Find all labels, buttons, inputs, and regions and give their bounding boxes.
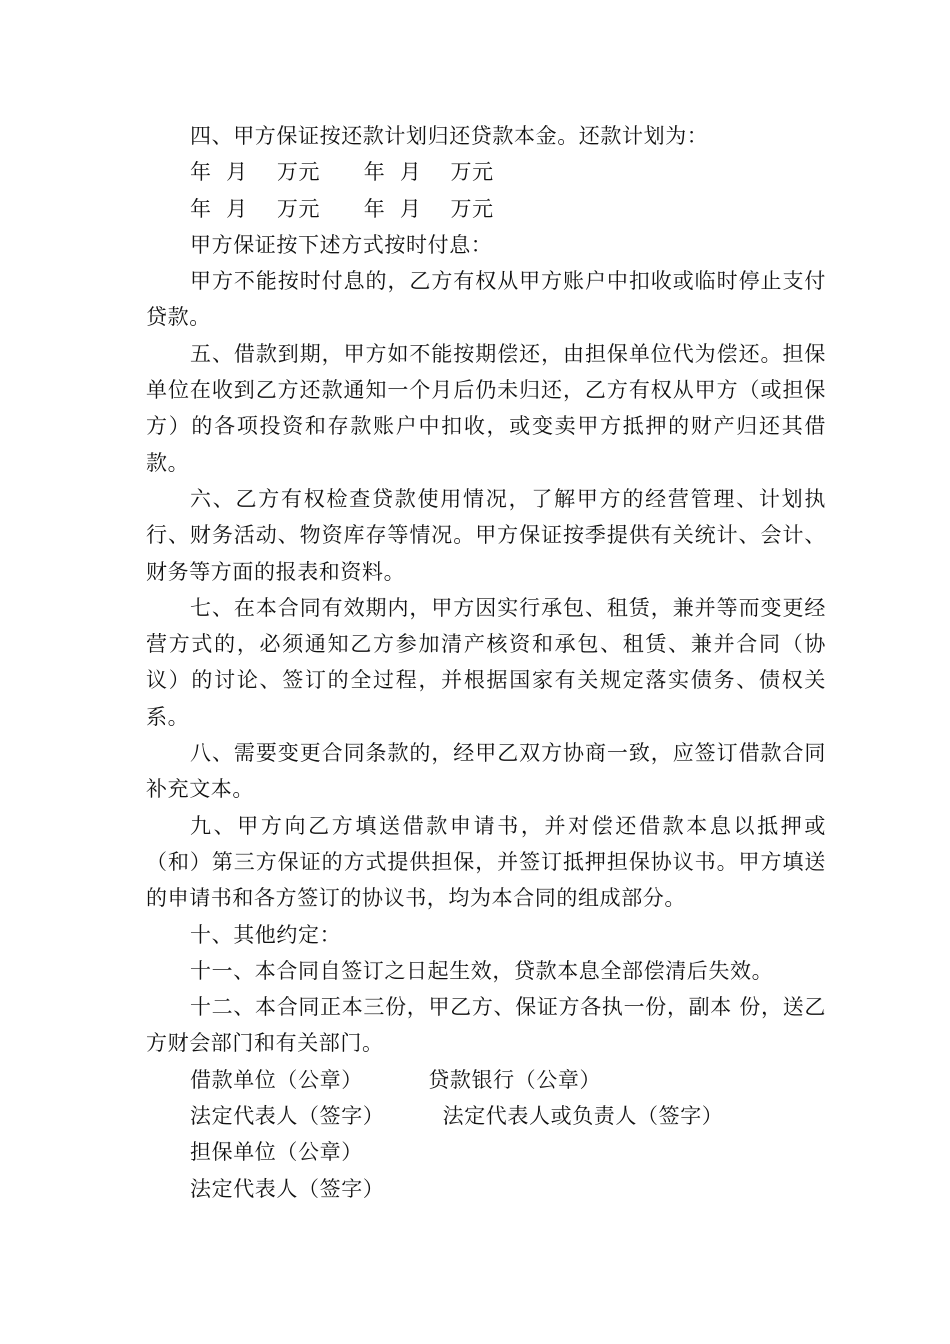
clause-9: 九、甲方向乙方填送借款申请书，并对偿还借款本息以抵押或（和）第三方保证的方式提供担保，并签订抵押担保协议书。甲方填送的申请书和各方签订的协议书，均为本合同的组成部分。 [146, 813, 826, 911]
signature-line-borrower-bank: 借款单位（公章） 贷款银行（公章） [190, 1067, 602, 1092]
interest-clause: 甲方保证按下述方式按时付息： [190, 232, 493, 257]
clause-11: 十一、本合同自签订之日起生效，贷款本息全部偿清后失效。 [190, 958, 774, 983]
clause-8: 八、需要变更合同条款的，经甲乙双方协商一致，应签订借款合同补充文本。 [146, 741, 826, 802]
contract-body [146, 118, 826, 1207]
clause-10: 十、其他约定： [190, 922, 342, 947]
repayment-plan-line-2: 年 月 万元 年 月 万元 [190, 196, 494, 221]
clause-12: 十二、本合同正本三份，甲乙方、保证方各执一份，副本 份，送乙方财会部门和有关部门。 [146, 995, 826, 1056]
repayment-plan-line-1: 年 月 万元 年 月 万元 [190, 160, 494, 185]
clause-4: 四、甲方保证按还款计划归还贷款本金。还款计划为： [190, 124, 709, 148]
clause-5: 五、借款到期，甲方如不能按期偿还，由担保单位代为偿还。担保单位在收到乙方还款通知一个月后仍未归还，乙方有权从甲方（或担保方）的各项投资和存款账户中扣收，或变卖甲方抵押的财产归还其借款。 [146, 341, 826, 475]
clause-6: 六、乙方有权检查贷款使用情况，了解甲方的经营管理、计划执行、财务活动、物资库存等情况。甲方保证按季提供有关统计、会计、财务等方面的报表和资料。 [146, 486, 826, 584]
clause-7: 七、在本合同有效期内，甲方因实行承包、租赁，兼并等而变更经营方式的，必须通知乙方参加清产核资和承包、租赁、兼并合同（协议）的讨论、签订的全过程，并根据国家有关规定落实债务、债权关系。 [146, 595, 826, 729]
signature-line-guarantor: 担保单位（公章） [190, 1140, 363, 1165]
interest-default-clause: 甲方不能按时付息的，乙方有权从甲方账户中扣收或临时停止支付贷款。 [146, 269, 826, 330]
signature-line-representatives: 法定代表人（签字） 法定代表人或负责人（签字） [190, 1104, 724, 1129]
signature-line-guarantor-representative: 法定代表人（签字） [190, 1176, 385, 1201]
